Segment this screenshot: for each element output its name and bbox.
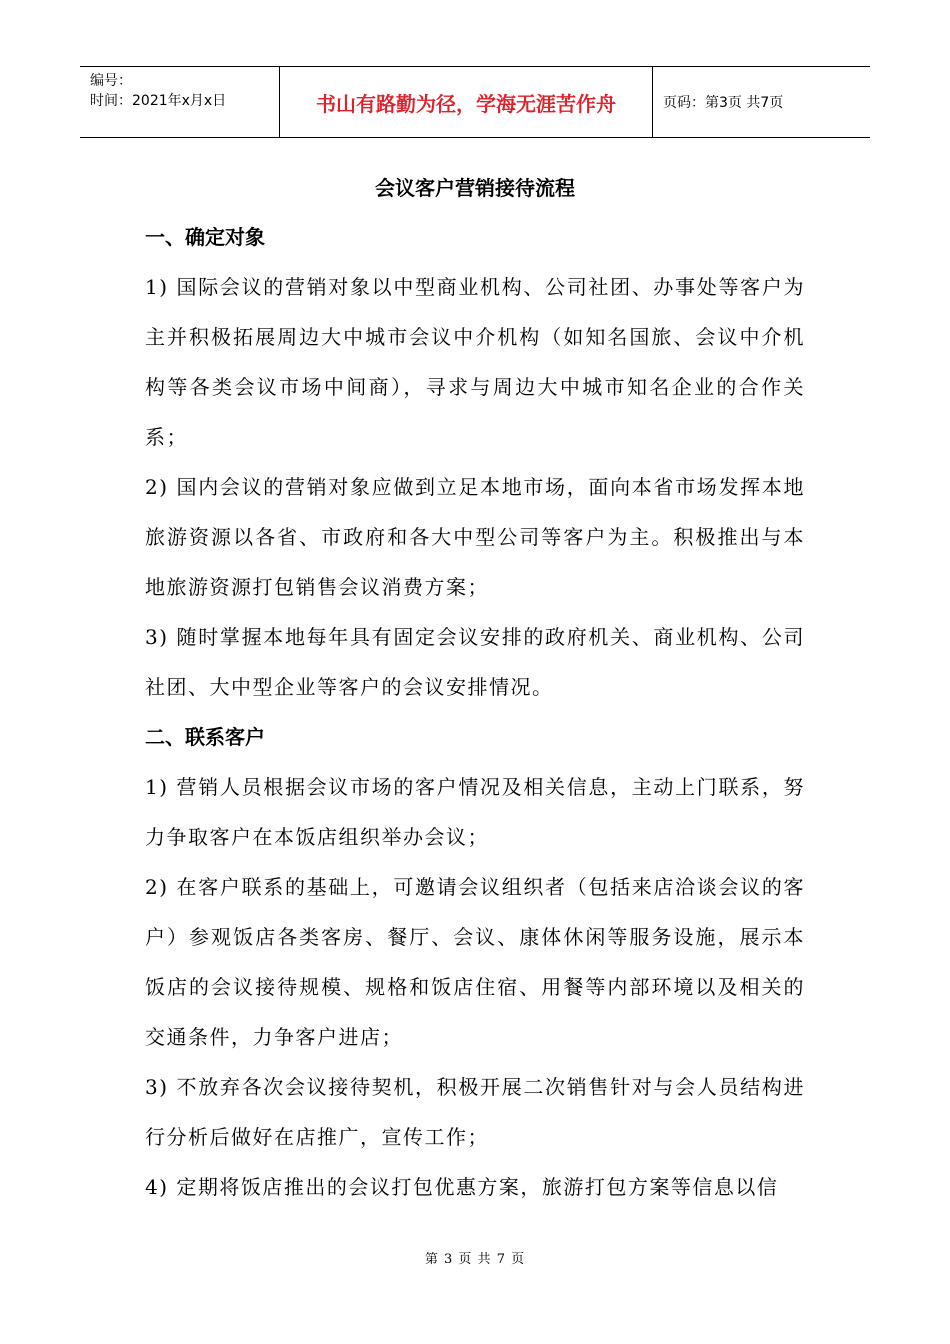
document-date: 时间：2021年x月x日: [90, 93, 227, 109]
page-footer: 第 3 页 共 7 页: [424, 1252, 526, 1267]
header-page-info: 页码：第3页 共7页: [663, 95, 784, 111]
paragraph: 3) 随时掌握本地每年具有固定会议安排的政府机关、商业机构、公司社团、大中型企业等客户的会议安排情况。: [145, 625, 805, 699]
paragraph: 2) 在客户联系的基础上，可邀请会议组织者（包括来店洽谈会议的客户）参观饭店各类客房、餐厅、会议、康体休闲等服务设施，展示本饭店的会议接待规模、规格和饭店住宿、用餐等内部环境以及相关的交通条件，力争客户进店；: [145, 875, 805, 1049]
document-number-label: 编号：: [90, 73, 132, 89]
header-motto: 书山有路勤为径，学海无涯苦作舟: [280, 67, 653, 137]
paragraph: 2) 国内会议的营销对象应做到立足本地市场，面向本省市场发挥本地旅游资源以各省、市政府和各大中型公司等客户为主。积极推出与本地旅游资源打包销售会议消费方案；: [145, 475, 805, 599]
paragraph: 1) 营销人员根据会议市场的客户情况及相关信息，主动上门联系，努力争取客户在本饭店组织举办会议；: [145, 775, 805, 849]
section-heading: 一、确定对象: [145, 225, 265, 249]
document-title: 会议客户营销接待流程: [375, 176, 575, 200]
header-meta: [80, 67, 280, 137]
document-body: [145, 212, 805, 1212]
section-determine-targets: [145, 212, 805, 712]
section-heading: 二、联系客户: [145, 725, 265, 749]
section-contact-clients: [145, 712, 805, 1212]
paragraph: 1) 国际会议的营销对象以中型商业机构、公司社团、办事处等客户为主并积极拓展周边大中城市会议中介机构（如知名国旅、会议中介机构等各类会议市场中间商），寻求与周边大中城市知名企业的合作关系；: [145, 275, 805, 449]
paragraph: 4) 定期将饭店推出的会议打包优惠方案，旅游打包方案等信息以信: [145, 1175, 779, 1199]
paragraph: 3) 不放弃各次会议接待契机，积极开展二次销售针对与会人员结构进行分析后做好在店推广，宣传工作；: [145, 1075, 805, 1149]
document-header: [80, 66, 870, 138]
